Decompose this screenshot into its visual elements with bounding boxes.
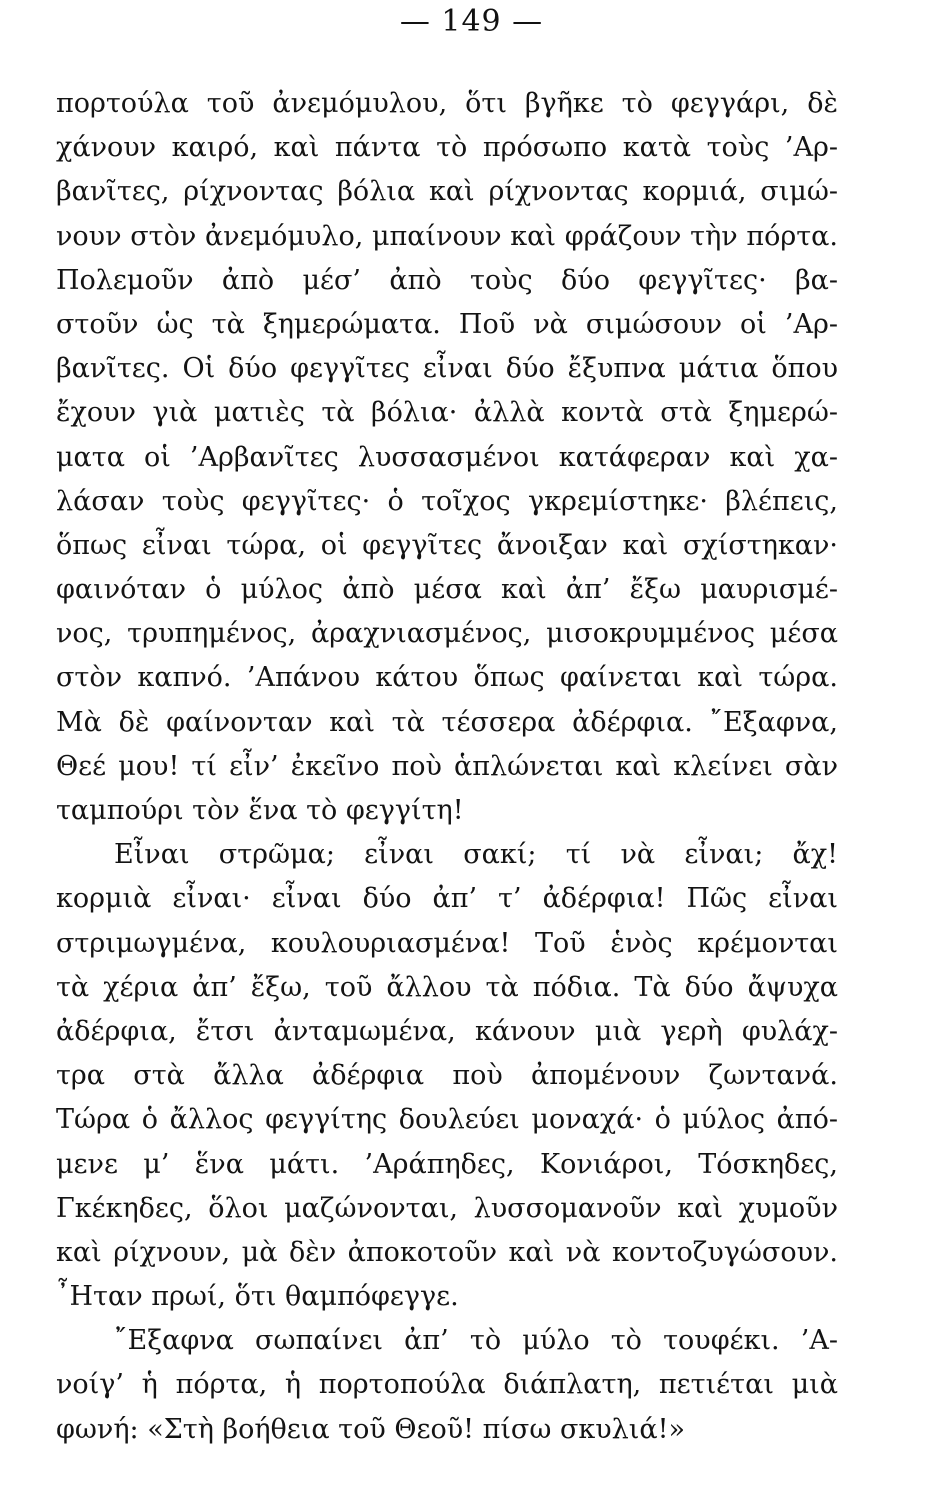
text-line: Εἶναι στρῶμα; εἶναι σακί; τί νὰ εἶναι; ἄχ!: [114, 839, 838, 871]
page-number: — 149 —: [399, 4, 544, 39]
text-line: ῎Εξαφνα σωπαίνει ἀπ’ τὸ μύλο τὸ τουφέκι. ’Α-: [114, 1325, 838, 1357]
text-line: καὶ ρίχνουν, μὰ δὲν ἀποκοτοῦν καὶ νὰ κοντοζυγώσουν.: [56, 1236, 838, 1268]
body-text: [56, 82, 838, 1452]
text-line: κορμιὰ εἶναι· εἶναι δύο ἀπ’ τ’ ἀδέρφια! Πῶς εἶναι: [56, 883, 838, 915]
text-line: ματα οἱ ’Αρβανῖτες λυσσασμένοι κατάφεραν καὶ χα-: [56, 441, 838, 473]
text-line: στὸν καπνό. ’Απάνου κάτου ὅπως φαίνεται καὶ τώρα.: [56, 662, 838, 694]
text-line: βανῖτες, ρίχνοντας βόλια καὶ ρίχνοντας κορμιά, σιμώ-: [56, 176, 838, 208]
text-line: τρα στὰ ἄλλα ἀδέρφια ποὺ ἀπομένουν ζωντανά.: [56, 1060, 838, 1092]
text-line: στριμωγμένα, κουλουριασμένα! Τοῦ ἑνὸς κρέμονται: [56, 927, 838, 959]
text-line: ἔχουν γιὰ ματιὲς τὰ βόλια· ἀλλὰ κοντὰ στὰ ξημερώ-: [56, 397, 838, 429]
text-line: νουν στὸν ἀνεμόμυλο, μπαίνουν καὶ φράζουν τὴν πόρτα.: [56, 220, 838, 252]
text-line: λάσαν τοὺς φεγγῖτες· ὁ τοῖχος γκρεμίστηκε· βλέπεις,: [56, 485, 838, 517]
text-line: φαινόταν ὁ μύλος ἀπὸ μέσα καὶ ἀπ’ ἔξω μαυρισμέ-: [56, 574, 838, 606]
text-line: χάνουν καιρό, καὶ πάντα τὸ πρόσωπο κατὰ τοὺς ’Αρ-: [56, 132, 838, 164]
text-line: νος, τρυπημένος, ἀραχνιασμένος, μισοκρυμμένος μέσα: [56, 618, 838, 650]
text-line: Θεέ μου! τί εἶν’ ἐκεῖνο ποὺ ἁπλώνεται καὶ κλείνει σὰν: [56, 750, 838, 782]
text-line: στοῦν ὡς τὰ ξημερώματα. Ποῦ νὰ σιμώσουν οἱ ’Αρ-: [56, 308, 838, 340]
text-line: Πολεμοῦν ἀπὸ μέσ’ ἀπὸ τοὺς δύο φεγγῖτες· βα-: [56, 264, 838, 296]
text-line: νοίγ’ ἡ πόρτα, ἡ πορτοπούλα διάπλατη, πετιέται μιὰ: [56, 1369, 838, 1401]
text-line: Μὰ δὲ φαίνονταν καὶ τὰ τέσσερα ἀδέρφια. ῎Εξαφνα,: [56, 706, 838, 738]
text-line: φωνή: «Στὴ βοήθεια τοῦ Θεοῦ! πίσω σκυλιά!»: [56, 1413, 685, 1445]
text-line: πορτούλα τοῦ ἀνεμόμυλου, ὅτι βγῆκε τὸ φεγγάρι, δὲ: [56, 88, 838, 119]
text-line: ἀδέρφια, ἔτσι ἀνταμωμένα, κάνουν μιὰ γερὴ φυλάχ-: [56, 1015, 838, 1047]
text-line: βανῖτες. Οἱ δύο φεγγῖτες εἶναι δύο ἔξυπνα μάτια ὅπου: [56, 353, 838, 385]
text-line: Γκέκηδες, ὅλοι μαζώνονται, λυσσομανοῦν καὶ χυμοῦν: [56, 1192, 838, 1224]
text-line: τὰ χέρια ἀπ’ ἔξω, τοῦ ἄλλου τὰ πόδια. Τὰ δύο ἄψυχα: [56, 971, 838, 1003]
text-line: Τώρα ὁ ἄλλος φεγγίτης δουλεύει μοναχά· ὁ μύλος ἀπό-: [56, 1104, 838, 1136]
text-line: ῏Ηταν πρωί, ὅτι θαμπόφεγγε.: [56, 1281, 459, 1313]
text-line: ταμπούρι τὸν ἕνα τὸ φεγγίτη!: [56, 795, 464, 826]
text-line: ὅπως εἶναι τώρα, οἱ φεγγῖτες ἄνοιξαν καὶ σχίστηκαν·: [56, 529, 838, 561]
text-line: μενε μ’ ἕνα μάτι. ’Αράπηδες, Κονιάροι, Τόσκηδες,: [56, 1148, 838, 1180]
